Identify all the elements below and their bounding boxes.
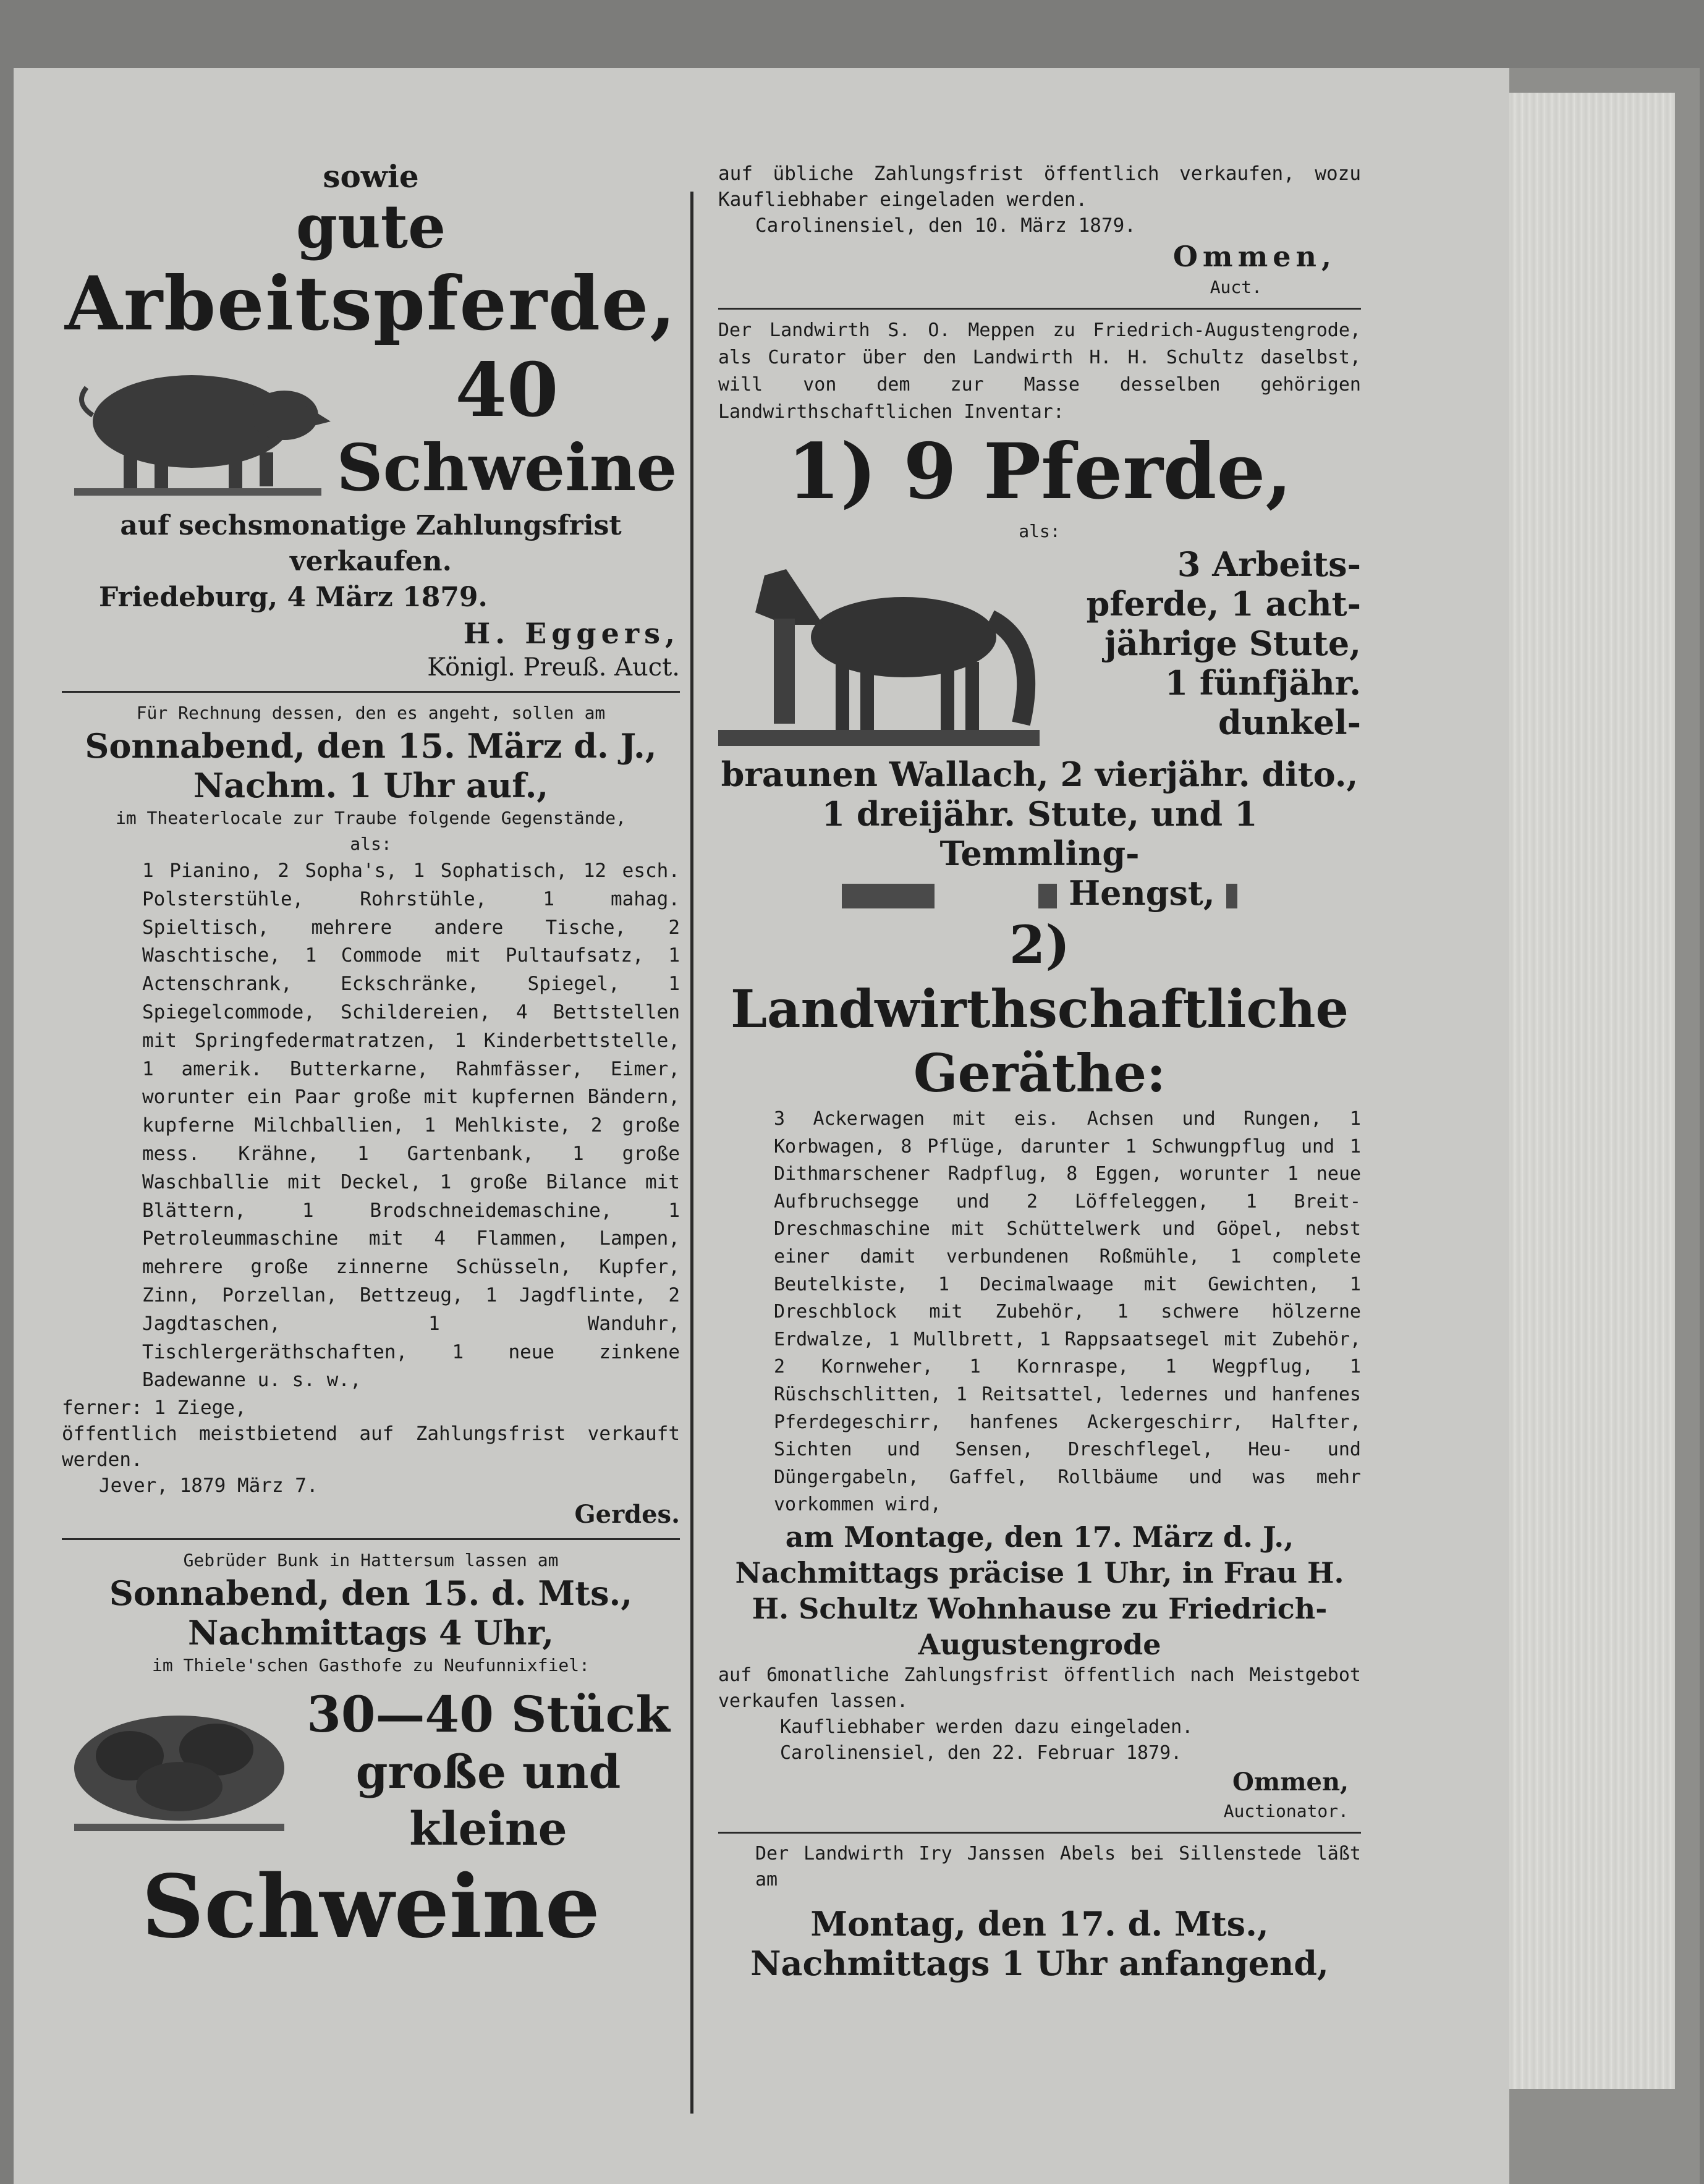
ad-items: 1 Pianino, 2 Sopha's, 1 Sophatisch, 12 esch. Polsterstühle, Rohrstühle, 1 mahag. Spieltisch, mehrere andere Tische, 2 Waschtische, 1 Commode mit Pultaufsatz, 1 Actenschrank, Eckschränke, Spiegel, 1 Spiegelcommode, Schildereien, 4 Bettstellen mit Springfedermatratzen, 1 Kinderbettstelle, 1 amerik. Butterkarne, Rahmfässer, Eimer, worunter ein Paar große mit kupfernen Bändern, kupferne Milchballien, 1 Mehlkiste, 2 große mess. Krähne, 1 Gartenbank, 1 große Waschballie mit Deckel, 1 große Bilance mit Blättern, 1 Brodschneidemaschine, 1 Petroleummaschine mit 4 Flammen, Lampen, mehrere große zinnerne Schüsseln, Kupfer, Zinn, Porzellan, Bettzeug, 1 Jagdflinte, 2 Jagdtaschen, 1 Wanduhr, Tischlergeräthschaften, 1 neue zinkene Badewanne u. s. w., — [142, 860, 680, 1392]
ad-friedrich-augustengrode — [718, 317, 1361, 1824]
ad-separator — [718, 308, 1361, 310]
ad-horses-line: pferde, 1 acht- — [1086, 584, 1361, 624]
ad-intro: Für Rechnung dessen, den es angeht, sollen am — [136, 703, 606, 723]
ad-hattersum — [62, 1547, 680, 1957]
ad-friedeburg — [62, 158, 680, 684]
ad-separator — [62, 1538, 680, 1540]
ad-heading-geraethe-b: Geräthe: — [913, 1043, 1166, 1104]
pigs-group-icon — [62, 1700, 297, 1842]
ad-auctioneer-name: H. Eggers, — [463, 617, 680, 650]
ad-intro: Gebrüder Bunk in Hattersum lassen am — [183, 1550, 559, 1571]
ad-heading-arbeitspferde: Arbeitspferde, — [64, 260, 677, 347]
ad-text: auf übliche Zahlungsfrist öffentlich verkaufen, wozu Kaufliebhaber eingeladen werden. — [718, 163, 1361, 211]
ad-als: als: — [350, 834, 392, 854]
right-column — [718, 161, 1361, 1983]
ad-place-date: Carolinensiel, den 22. Februar 1879. — [780, 1742, 1182, 1764]
ad-location: im Thiele'schen Gasthofe zu Neufunnixfiel: — [151, 1655, 590, 1676]
ad-items: 3 Ackerwagen mit eis. Achsen und Rungen, 1 Korbwagen, 8 Pflüge, darunter 1 Schwungpflug und 1 Dithmarschener Radpflug, 8 Eggen, worunter 1 neue Aufbruchsegge und 2 Löffeleggen, 1 Breit-Dreschmaschine mit Schüttelwerk und Göpel, nebst einer damit verbundenen Roßmühle, 1 complete Beutelkiste, 1 Decimalwaage mit Gewichten, 1 Dreschblock mit Zubehör, 1 schwere hölzerne Erdwalze, 1 Mullbrett, 1 Rappsaatsegel mit Zubehör, 2 Kornweher, 1 Kornraspe, 1 Wegpflug, 1 Rüschschlitten, 1 Reitsattel, ledernes und hanfenes Pferdegeschirr, hanfenes Ackergeschirr, Halfter, Sichten und Sensen, Dreschflegel, Heu- und Düngergabeln, Gaffel, Rollbäume und was mehr vorkommen wird, — [774, 1108, 1361, 1516]
ad-separator — [62, 691, 680, 693]
ad-heading-schweine: Schweine — [336, 430, 677, 506]
ad-terms: auf sechsmonatige Zahlungsfrist verkaufen. — [120, 510, 622, 577]
left-column — [62, 158, 680, 1958]
ad-heading-schweine: Schweine — [142, 1856, 600, 1958]
ad-ferner: ferner: 1 Ziege, — [62, 1397, 247, 1420]
ad-date: am Montage, den 17. März d. J., Nachmittags präcise 1 Uhr, in Frau H. H. Schultz Wohnhause zu Friedrich-Augustengrode — [735, 1520, 1344, 1661]
horse-illustration-row — [718, 544, 1361, 755]
pig-illustration-row — [62, 347, 680, 508]
ad-intro: Der Landwirth S. O. Meppen zu Friedrich-Augustengrode, als Curator über den Landwirth H. H. Schultz daselbst, will von dem zur Masse desselben gehörigen Landwirthschaftlichen Inventar: — [718, 320, 1361, 423]
ad-horses-line: 3 Arbeits- — [1177, 544, 1361, 584]
ad-intro: Der Landwirth Iry Janssen Abels bei Sillenstede läßt am — [755, 1842, 1361, 1890]
ad-time: Nachmittags 1 Uhr anfangend, — [750, 1943, 1329, 1983]
ad-jever — [62, 700, 680, 1531]
ad-date: Sonnabend, den 15. März d. J., — [85, 726, 657, 766]
ad-horses-line: 1 fünfjähr. — [1164, 663, 1361, 703]
redacted-block — [1226, 884, 1237, 908]
ad-separator — [718, 1832, 1361, 1834]
ad-sale: öffentlich meistbietend auf Zahlungsfrist verkauft werden. — [62, 1423, 680, 1471]
ad-place-date: Friedeburg, 4 März 1879. — [99, 582, 488, 613]
column-divider — [690, 192, 693, 2114]
ad-date: Montag, den 17. d. Mts., — [810, 1903, 1269, 1944]
ad-word-sowie: sowie — [323, 158, 419, 195]
ad-horses-line: dunkel- — [1218, 703, 1361, 742]
ad-auctioneer-title: Königl. Preuß. Auct. — [427, 653, 680, 682]
pigs-illustration-row — [62, 1685, 680, 1858]
ad-place-date: Jever, 1879 März 7. — [99, 1475, 318, 1497]
ad-invite: Kaufliebhaber werden dazu eingeladen. — [780, 1716, 1193, 1738]
ad-word-gute: gute — [295, 192, 446, 261]
ad-horses-line: jährige Stute, — [1104, 624, 1361, 663]
ad-auctioneer-name: Ommen, — [1232, 1767, 1349, 1797]
ad-count: 30—40 Stück — [307, 1685, 670, 1744]
ad-auctioneer-title: Auct. — [1210, 277, 1262, 297]
ad-auctioneer-title: Auctionator. — [1223, 1800, 1349, 1821]
ad-horses-line: Hengst, — [718, 873, 1361, 913]
ad-date: Sonnabend, den 15. d. Mts., — [109, 1573, 633, 1614]
redacted-block — [842, 884, 935, 908]
redacted-block — [1038, 884, 1057, 908]
ad-heading-geraethe: 2) Landwirthschaftliche — [730, 914, 1349, 1039]
ad-count-40: 40 — [455, 347, 559, 434]
horse-icon — [718, 544, 1064, 755]
pig-icon — [62, 347, 334, 508]
ad-horses-line: braunen Wallach, 2 vierjähr. dito., — [721, 755, 1359, 794]
ad-desc: große und kleine — [355, 1746, 621, 1856]
ad-carolinensiel-top — [718, 161, 1361, 300]
ad-signature: Gerdes. — [574, 1500, 680, 1530]
ad-terms: auf 6monatliche Zahlungsfrist öffentlich nach Meistgebot verkaufen lassen. — [718, 1664, 1361, 1712]
ad-sillenstede — [718, 1841, 1361, 1983]
ad-heading-pferde: 1) 9 Pferde, — [787, 427, 1292, 517]
ad-time: Nachmittags 4 Uhr, — [187, 1613, 554, 1653]
ad-auctioneer-name: Ommen, — [1172, 240, 1336, 273]
ad-place-date: Carolinensiel, den 10. März 1879. — [755, 214, 1136, 237]
newspaper-page — [14, 68, 1509, 2184]
ad-time: Nachm. 1 Uhr auf., — [193, 766, 549, 805]
ad-als: als: — [1019, 521, 1061, 541]
ad-horses-line: 1 dreijähr. Stute, und 1 Temmling- — [821, 794, 1258, 873]
ad-location: im Theaterlocale zur Traube folgende Gegenstände, — [115, 808, 626, 828]
